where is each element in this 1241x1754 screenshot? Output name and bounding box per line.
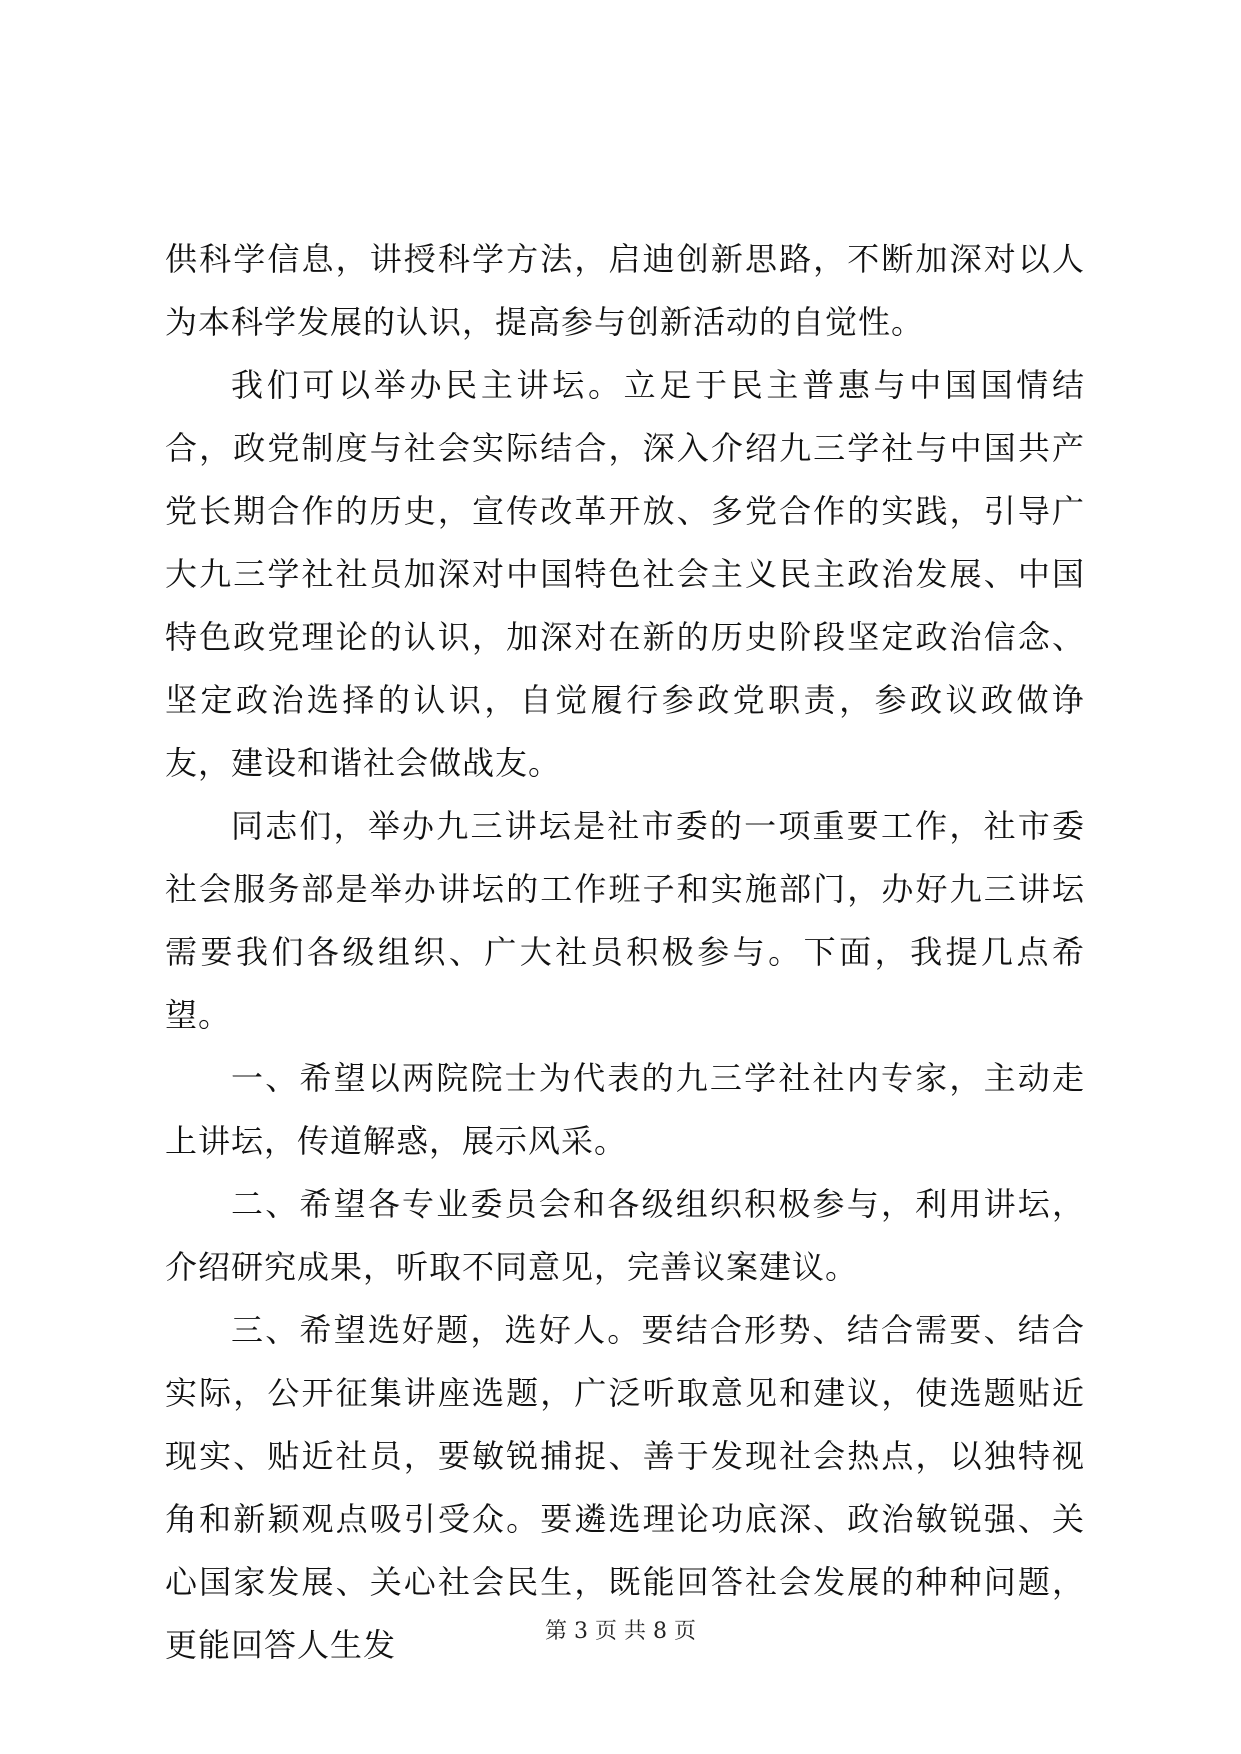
document-body (165, 228, 1085, 1677)
paragraph-hope-three: 三、希望选好题，选好人。要结合形势、结合需要、结合实际，公开征集讲座选题，广泛听取意见和建议，使选题贴近现实、贴近社员，要敏锐捕捉、善于发现社会热点，以独特视角和新颖观点吸引受众。要遴选理论功底深、政治敏锐强、关心国家发展、关心社会民生，既能回答社会发展的种种问题，更能回答人生发 (165, 1311, 1085, 1664)
paragraph-hope-one: 一、希望以两院院士为代表的九三学社社内专家，主动走上讲坛，传道解惑，展示风采。 (165, 1059, 1085, 1160)
paragraph-democracy-forum: 我们可以举办民主讲坛。立足于民主普惠与中国国情结合，政党制度与社会实际结合，深入介绍九三学社与中国共产党长期合作的历史，宣传改革开放、多党合作的实践，引导广大九三学社社员加深对中国特色社会主义民主政治发展、中国特色政党理论的认识，加深对在新的历史阶段坚定政治信念、坚定政治选择的认识，自觉履行参政党职责，参政议政做诤友，建设和谐社会做战友。 (165, 366, 1085, 782)
paragraph-continuation: 供科学信息，讲授科学方法，启迪创新思路，不断加深对以人为本科学发展的认识，提高参与创新活动的自觉性。 (165, 240, 1085, 341)
page-number-footer: 第 3 页 共 8 页 (545, 1619, 696, 1644)
paragraph-comrades: 同志们，举办九三讲坛是社市委的一项重要工作，社市委社会服务部是举办讲坛的工作班子和实施部门，办好九三讲坛需要我们各级组织、广大社员积极参与。下面，我提几点希望。 (165, 807, 1085, 1034)
paragraph-hope-two: 二、希望各专业委员会和各级组织积极参与，利用讲坛，介绍研究成果，听取不同意见，完善议案建议。 (165, 1185, 1085, 1286)
